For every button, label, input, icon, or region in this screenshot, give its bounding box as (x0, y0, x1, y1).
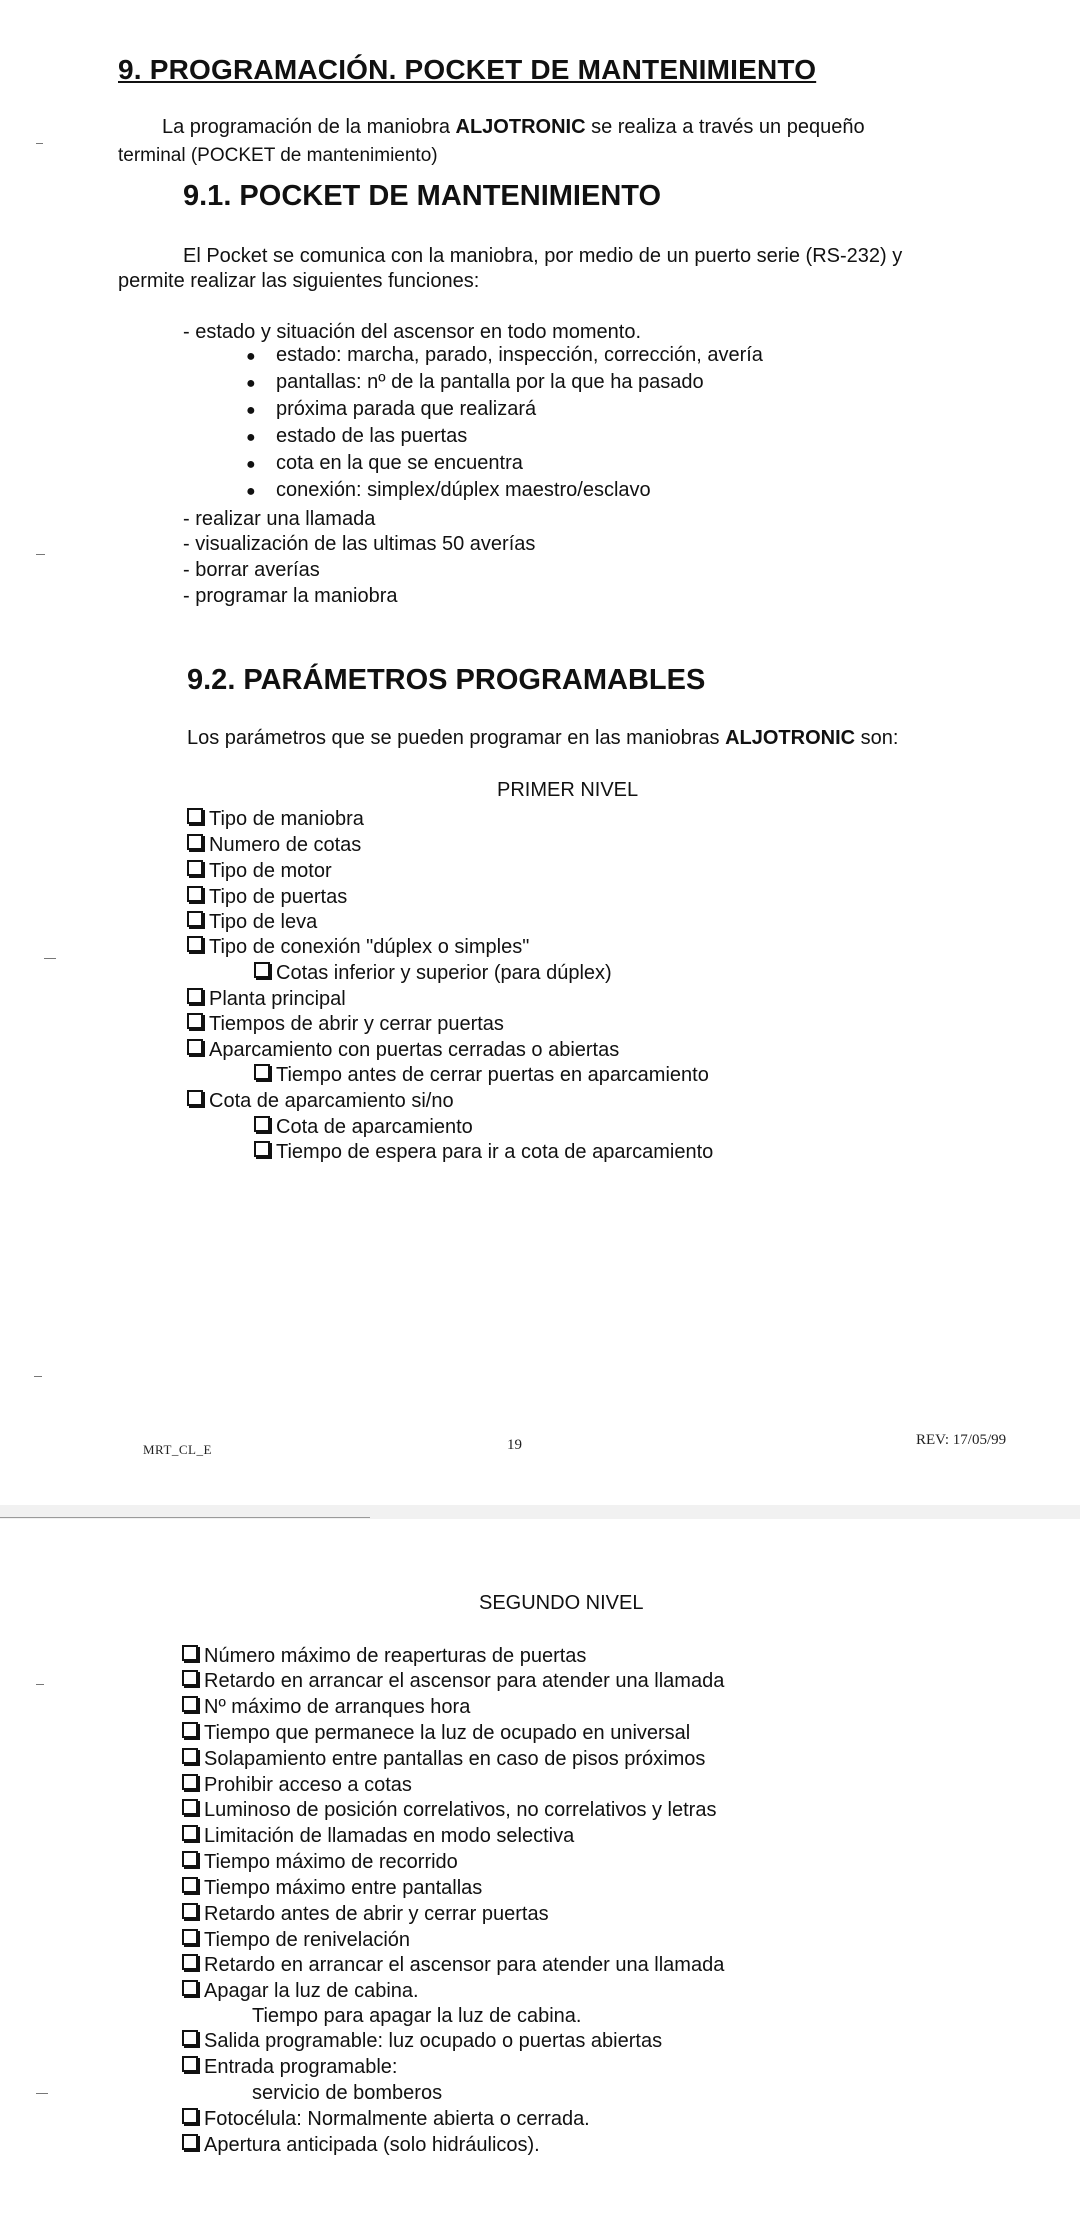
dash-item: - realizar una llamada (183, 508, 376, 530)
bullet-item: ● próxima parada que realizará (246, 398, 537, 420)
bullet-icon: ● (246, 483, 256, 500)
param-item: Tipo de maniobra (187, 806, 364, 832)
param-note: servicio de bomberos (252, 2082, 443, 2104)
param-item: Tiempo máximo entre pantallas (182, 1875, 482, 1901)
scan-mark (36, 554, 45, 555)
checkbox-icon (254, 1064, 270, 1080)
scan-mark (36, 1684, 44, 1685)
param-item: Planta principal (187, 986, 346, 1012)
param-item: Salida programable: luz ocupado o puertas abiertas (182, 2028, 662, 2054)
checkbox-icon (182, 2134, 198, 2150)
param-subitem: Cotas inferior y superior (para dúplex) (254, 960, 612, 986)
checkbox-icon (254, 1141, 270, 1157)
checkbox-icon (187, 834, 203, 850)
bullet-item: ● pantallas: nº de la pantalla por la que ha pasado (246, 371, 704, 393)
footer-doc-code: MRT_CL_E (143, 1442, 212, 1457)
checkbox-icon (187, 988, 203, 1004)
checkbox-icon (182, 1748, 198, 1764)
param-item: Fotocélula: Normalmente abierta o cerrada. (182, 2106, 590, 2132)
param-item: Prohibir acceso a cotas (182, 1772, 412, 1798)
intro-line-1: La programación de la maniobra ALJOTRONIC se realiza a través un pequeño (162, 116, 865, 138)
param-item: Luminoso de posición correlativos, no correlativos y letras (182, 1797, 716, 1823)
footer-page-number: 19 (507, 1437, 522, 1453)
checkbox-icon (187, 1013, 203, 1029)
param-note: Tiempo para apagar la luz de cabina. (252, 2005, 582, 2027)
checkbox-icon (254, 1116, 270, 1132)
checkbox-icon (182, 2030, 198, 2046)
bullet-item: ● estado de las puertas (246, 425, 468, 447)
bullet-item: ● cota en la que se encuentra (246, 452, 523, 474)
bullet-icon: ● (246, 456, 256, 473)
param-item: Tiempo que permanece la luz de ocupado en universal (182, 1720, 690, 1746)
param-item: Tipo de leva (187, 909, 317, 935)
checkbox-icon (254, 962, 270, 978)
param-item: Entrada programable: (182, 2054, 397, 2080)
checkbox-icon (187, 860, 203, 876)
param-item: Tiempos de abrir y cerrar puertas (187, 1011, 504, 1037)
section-9-1-paragraph-line-1: El Pocket se comunica con la maniobra, por medio de un puerto serie (RS-232) y (183, 245, 903, 267)
param-item: Apertura anticipada (solo hidráulicos). (182, 2132, 540, 2158)
checkbox-icon (182, 2108, 198, 2124)
bullet-icon: ● (246, 402, 256, 419)
section-9-2-intro: Los parámetros que se pueden programar en las maniobras ALJOTRONIC son: (187, 727, 899, 749)
page-title: 9. PROGRAMACIÓN. POCKET DE MANTENIMIENTO (118, 54, 817, 85)
checkbox-icon (182, 1903, 198, 1919)
checkbox-icon (187, 936, 203, 952)
checkbox-icon (182, 1929, 198, 1945)
checkbox-icon (182, 1670, 198, 1686)
param-item: Nº máximo de arranques hora (182, 1694, 470, 1720)
param-item: Aparcamiento con puertas cerradas o abiertas (187, 1037, 619, 1063)
scan-mark (36, 2093, 48, 2094)
param-item: Tiempo máximo de recorrido (182, 1849, 458, 1875)
dash-item: - visualización de las ultimas 50 averías (183, 533, 536, 555)
dash-item: - programar la maniobra (183, 585, 398, 607)
scan-mark (36, 143, 43, 144)
page-separator-line (0, 1517, 370, 1518)
checkbox-icon (182, 1825, 198, 1841)
bullet-item: ● estado: marcha, parado, inspección, corrección, avería (246, 344, 763, 366)
bullet-item: ● conexión: simplex/dúplex maestro/esclavo (246, 479, 651, 501)
checkbox-icon (182, 1774, 198, 1790)
intro-line-2: terminal (POCKET de mantenimiento) (118, 145, 438, 166)
bullet-icon: ● (246, 348, 256, 365)
checkbox-icon (182, 1851, 198, 1867)
bullet-icon: ● (246, 429, 256, 446)
segundo-nivel-title: SEGUNDO NIVEL (479, 1592, 644, 1614)
checkbox-icon (182, 1954, 198, 1970)
param-item: Tipo de puertas (187, 884, 347, 910)
checkbox-icon (182, 1696, 198, 1712)
param-item: Retardo en arrancar el ascensor para atender una llamada (182, 1668, 724, 1694)
bullet-icon: ● (246, 375, 256, 392)
param-subitem: Tiempo de espera para ir a cota de aparcamiento (254, 1139, 713, 1165)
param-item: Retardo antes de abrir y cerrar puertas (182, 1901, 549, 1927)
param-item: Cota de aparcamiento si/no (187, 1088, 454, 1114)
param-item: Número máximo de reaperturas de puertas (182, 1643, 586, 1669)
estado-line: - estado y situación del ascensor en todo momento. (183, 321, 642, 343)
scan-mark (44, 958, 56, 959)
section-9-2-title: 9.2. PARÁMETROS PROGRAMABLES (187, 664, 706, 696)
checkbox-icon (187, 808, 203, 824)
param-item: Numero de cotas (187, 832, 361, 858)
param-item: Tipo de motor (187, 858, 332, 884)
param-subitem: Cota de aparcamiento (254, 1114, 473, 1140)
section-9-1-title: 9.1. POCKET DE MANTENIMIENTO (183, 180, 662, 212)
checkbox-icon (187, 1090, 203, 1106)
footer-revision: REV: 17/05/99 (916, 1432, 1007, 1448)
primer-nivel-title: PRIMER NIVEL (497, 779, 639, 801)
checkbox-icon (182, 2056, 198, 2072)
checkbox-icon (182, 1980, 198, 1996)
checkbox-icon (182, 1645, 198, 1661)
checkbox-icon (182, 1722, 198, 1738)
checkbox-icon (187, 911, 203, 927)
checkbox-icon (182, 1877, 198, 1893)
param-item: Limitación de llamadas en modo selectiva (182, 1823, 574, 1849)
checkbox-icon (187, 886, 203, 902)
param-item: Apagar la luz de cabina. (182, 1978, 419, 2004)
param-item: Tiempo de renivelación (182, 1927, 410, 1953)
param-subitem: Tiempo antes de cerrar puertas en aparcamiento (254, 1062, 709, 1088)
section-9-1-paragraph-line-2: permite realizar las siguientes funciones: (118, 270, 480, 292)
checkbox-icon (187, 1039, 203, 1055)
checkbox-icon (182, 1799, 198, 1815)
param-item: Solapamiento entre pantallas en caso de pisos próximos (182, 1746, 705, 1772)
param-item: Retardo en arrancar el ascensor para atender una llamada (182, 1952, 724, 1978)
scan-mark (34, 1376, 42, 1377)
param-item: Tipo de conexión "dúplex o simples" (187, 934, 529, 960)
dash-item: - borrar averías (183, 559, 320, 581)
